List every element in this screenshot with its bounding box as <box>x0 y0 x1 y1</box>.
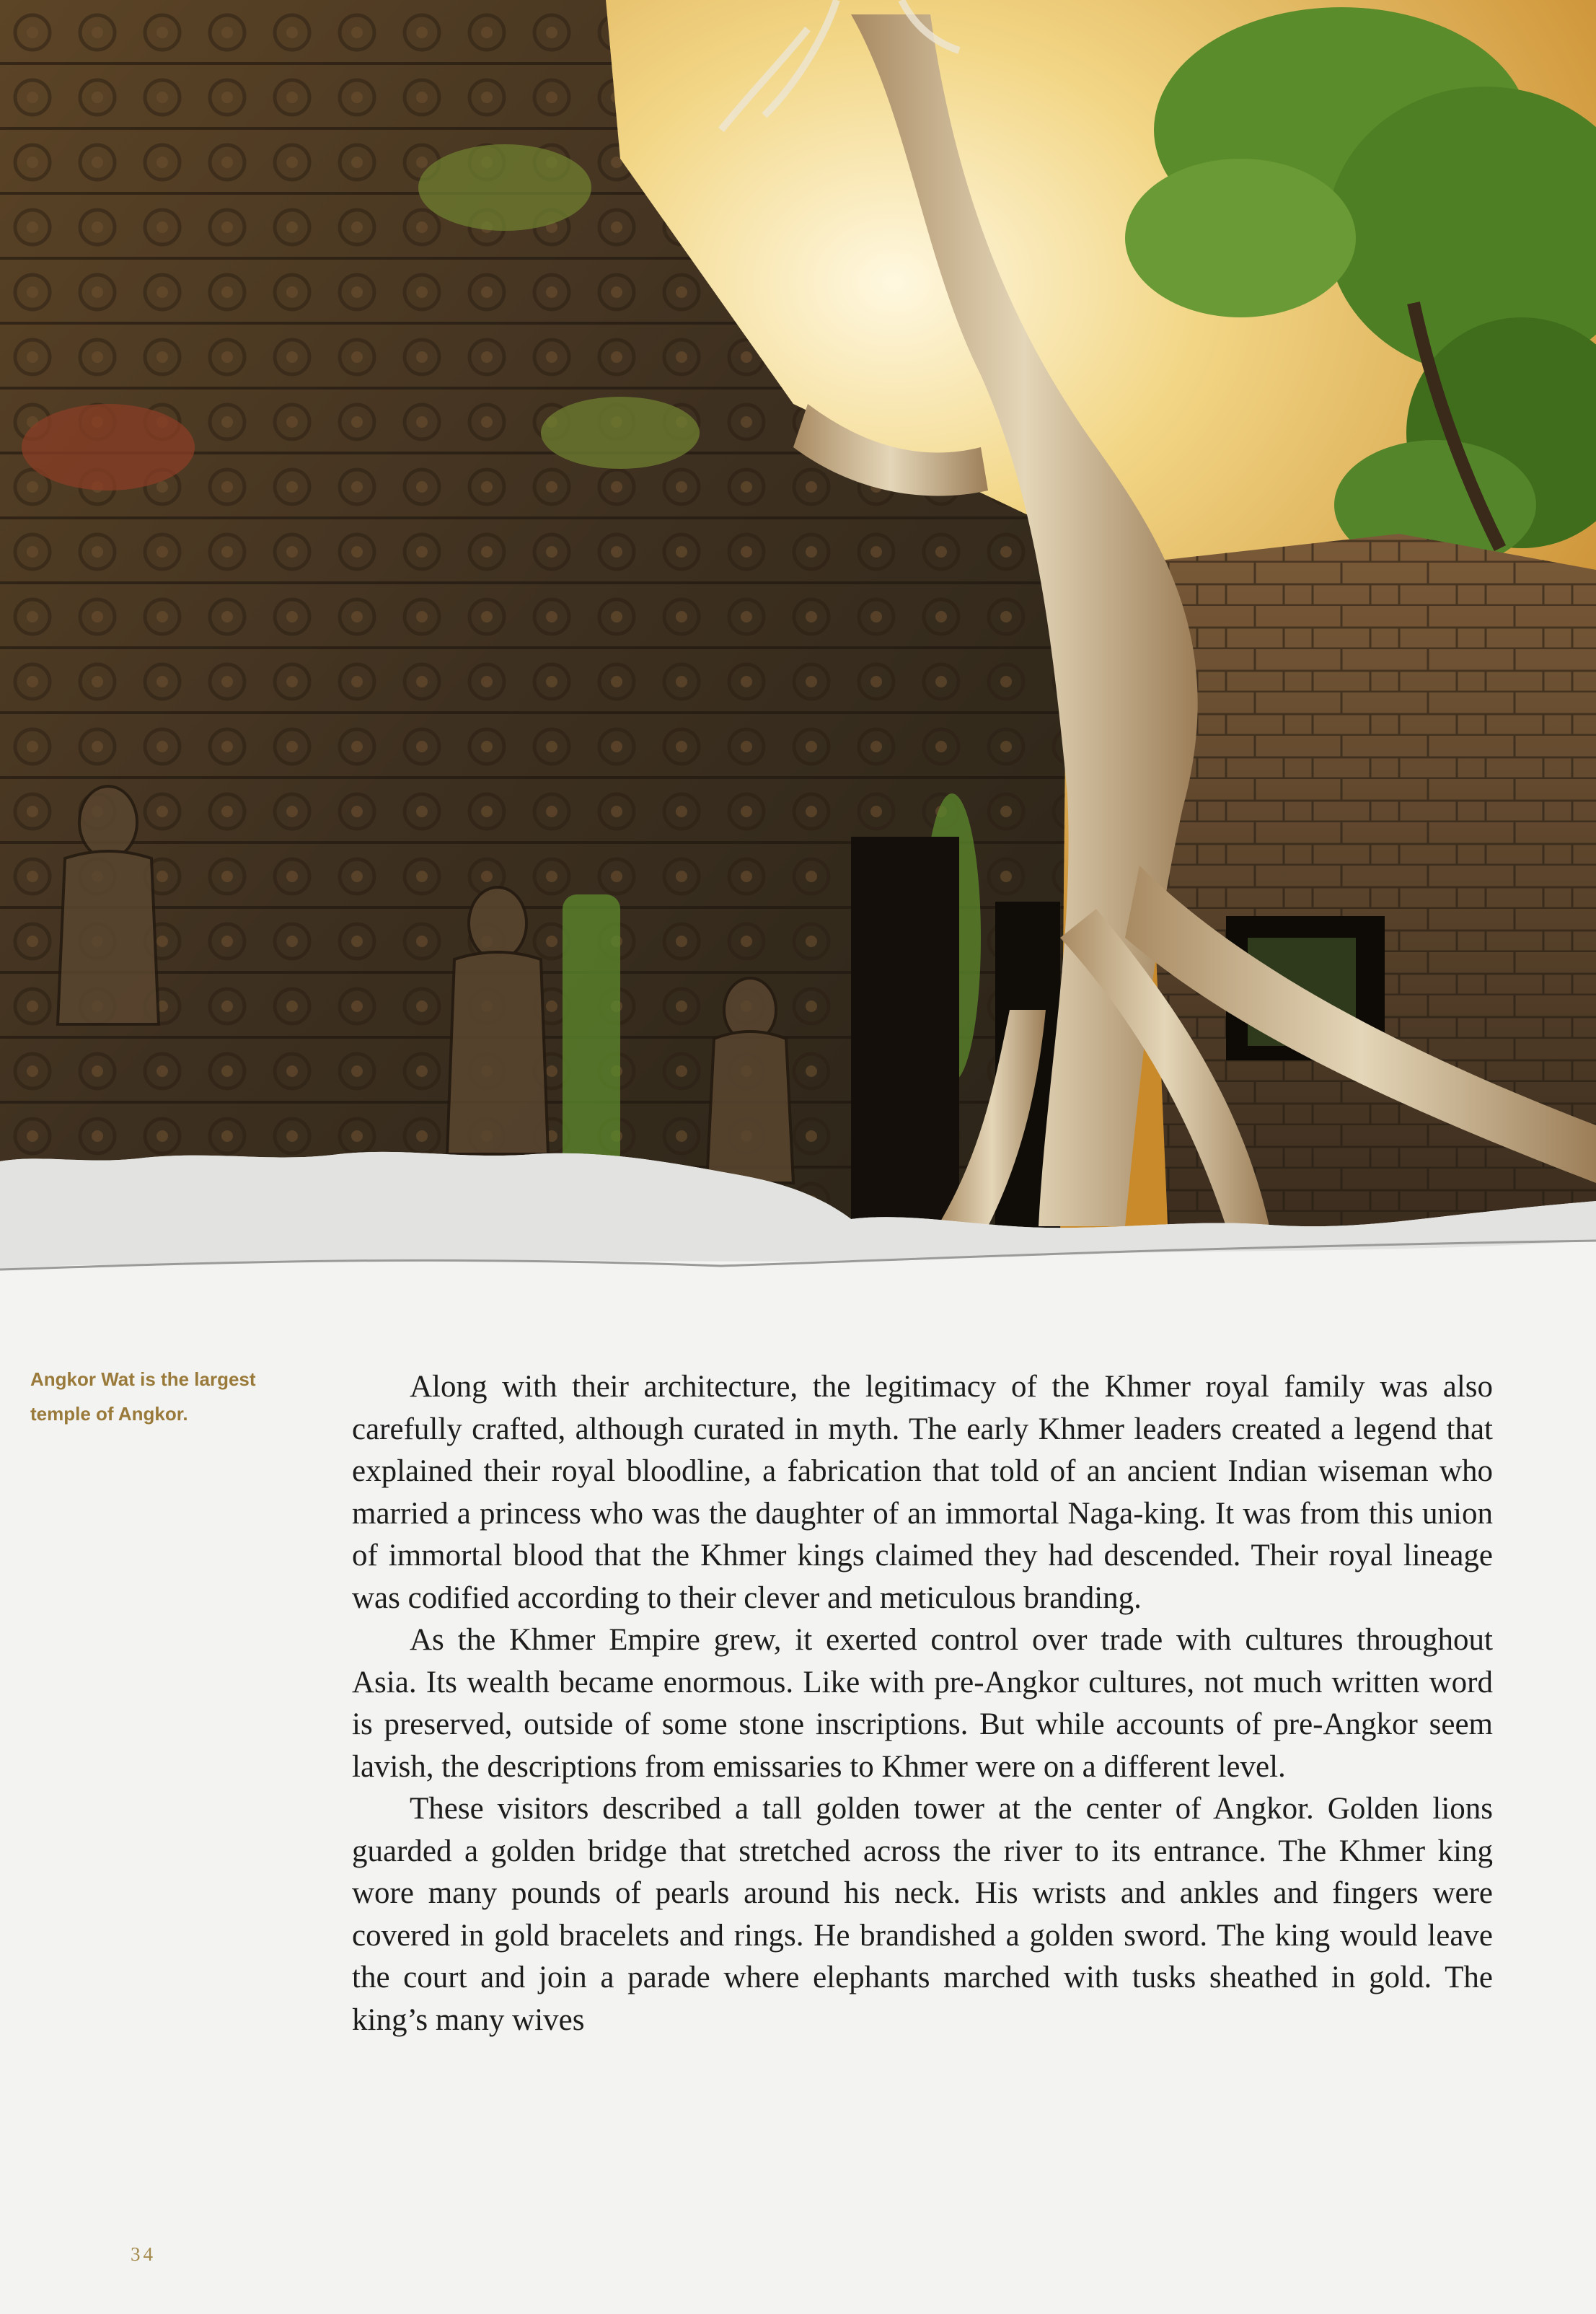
paragraph: These visitors described a tall golden tower at the center of Angkor. Golden lions guarded a golden bridge that stretched across the river to its entrance. The Khmer king wore many pounds of pearls around his neck. His wrists and ankles and fingers were covered in gold bracelets and rings. He brandished a golden sword. The king would leave the court and join a parade where elephants marched with tusks sheathed in gold. The king’s many wives <box>352 1792 1493 2037</box>
article-body <box>352 1366 1493 2041</box>
temple-doorway <box>851 837 959 1241</box>
page-number: 34 <box>131 2243 156 2265</box>
paragraph: As the Khmer Empire grew, it exerted control over trade with cultures throughout Asia. Its wealth became enormous. Like with pre-Angkor cultures, not much written word is preserved, outside of some stone inscriptions. But while accounts of pre-Angkor seem lavish, the descriptions from emissaries to Khmer were on a different level. <box>352 1623 1493 1784</box>
paragraph: Along with their architecture, the legitimacy of the Khmer royal family was also carefully crafted, although curated in myth. The early Khmer leaders created a legend that explained their royal bloodline, a fabrication that told of an ancient Indian wiseman who married a princess who was the daughter of an immortal Naga-king. It was from this union of immortal blood that the Khmer kings claimed they had descended. Their royal lineage was codified according to their clever and meticulous branding. <box>352 1370 1493 1615</box>
photo-caption: Angkor Wat is the largest temple of Angkor. <box>30 1368 256 1425</box>
